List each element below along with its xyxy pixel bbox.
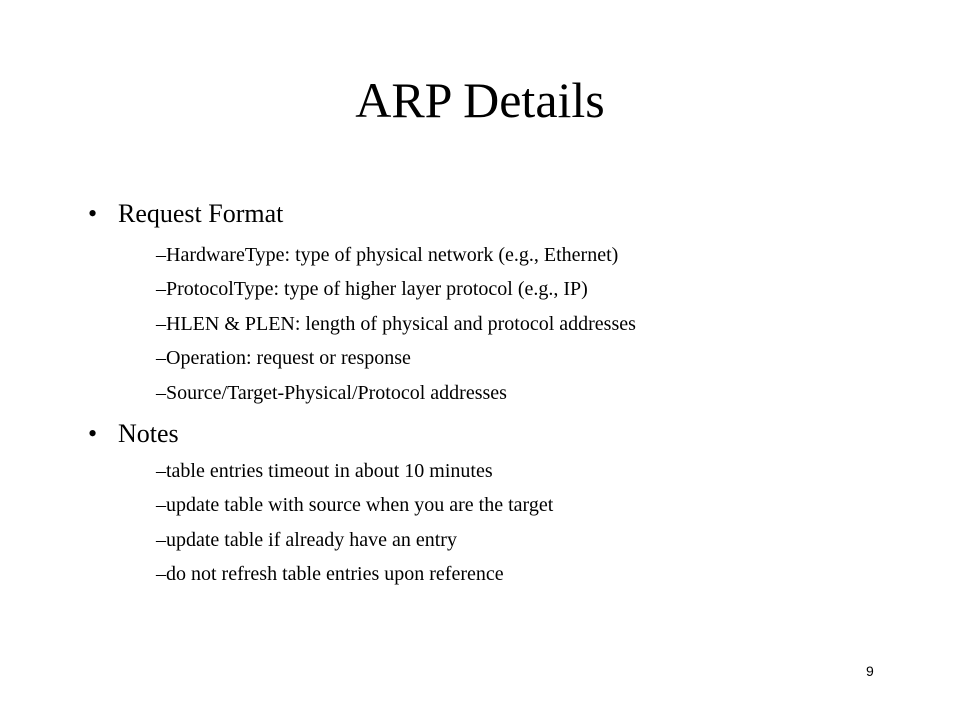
section-heading-request-format — [88, 198, 283, 230]
list-item — [156, 527, 457, 553]
slide-title: ARP Details — [355, 72, 605, 128]
dash-icon: – — [156, 347, 166, 369]
bullet-icon: • — [88, 199, 98, 228]
list-item-text: HLEN & PLEN: length of physical and protocol addresses — [166, 313, 636, 335]
list-item — [156, 276, 588, 302]
dash-icon: – — [156, 313, 166, 335]
dash-icon: – — [156, 529, 166, 551]
dash-icon: – — [156, 494, 166, 516]
list-item — [156, 561, 504, 587]
dash-icon: – — [156, 382, 166, 404]
list-item — [156, 242, 618, 268]
section-heading-label: Notes — [118, 419, 179, 448]
list-item-text: ProtocolType: type of higher layer protocol (e.g., IP) — [166, 278, 588, 300]
list-item — [156, 380, 507, 406]
list-item-text: HardwareType: type of physical network (e.g., Ethernet) — [166, 244, 619, 266]
section-heading-notes — [88, 418, 179, 450]
list-item — [156, 311, 636, 337]
list-item — [156, 492, 553, 518]
list-item — [156, 345, 411, 371]
dash-icon: – — [156, 278, 166, 300]
list-item-text: Source/Target-Physical/Protocol addresses — [166, 382, 507, 404]
bullet-icon: • — [88, 419, 98, 448]
list-item — [156, 458, 493, 484]
dash-icon: – — [156, 460, 166, 482]
list-item-text: update table with source when you are the target — [166, 494, 554, 516]
list-item-text: update table if already have an entry — [166, 529, 457, 551]
list-item-text: Operation: request or response — [166, 347, 411, 369]
list-item-text: do not refresh table entries upon reference — [166, 563, 504, 585]
dash-icon: – — [156, 244, 166, 266]
page-number: 9 — [866, 663, 874, 679]
dash-icon: – — [156, 563, 166, 585]
list-item-text: table entries timeout in about 10 minutes — [166, 460, 493, 482]
section-heading-label: Request Format — [118, 199, 284, 228]
